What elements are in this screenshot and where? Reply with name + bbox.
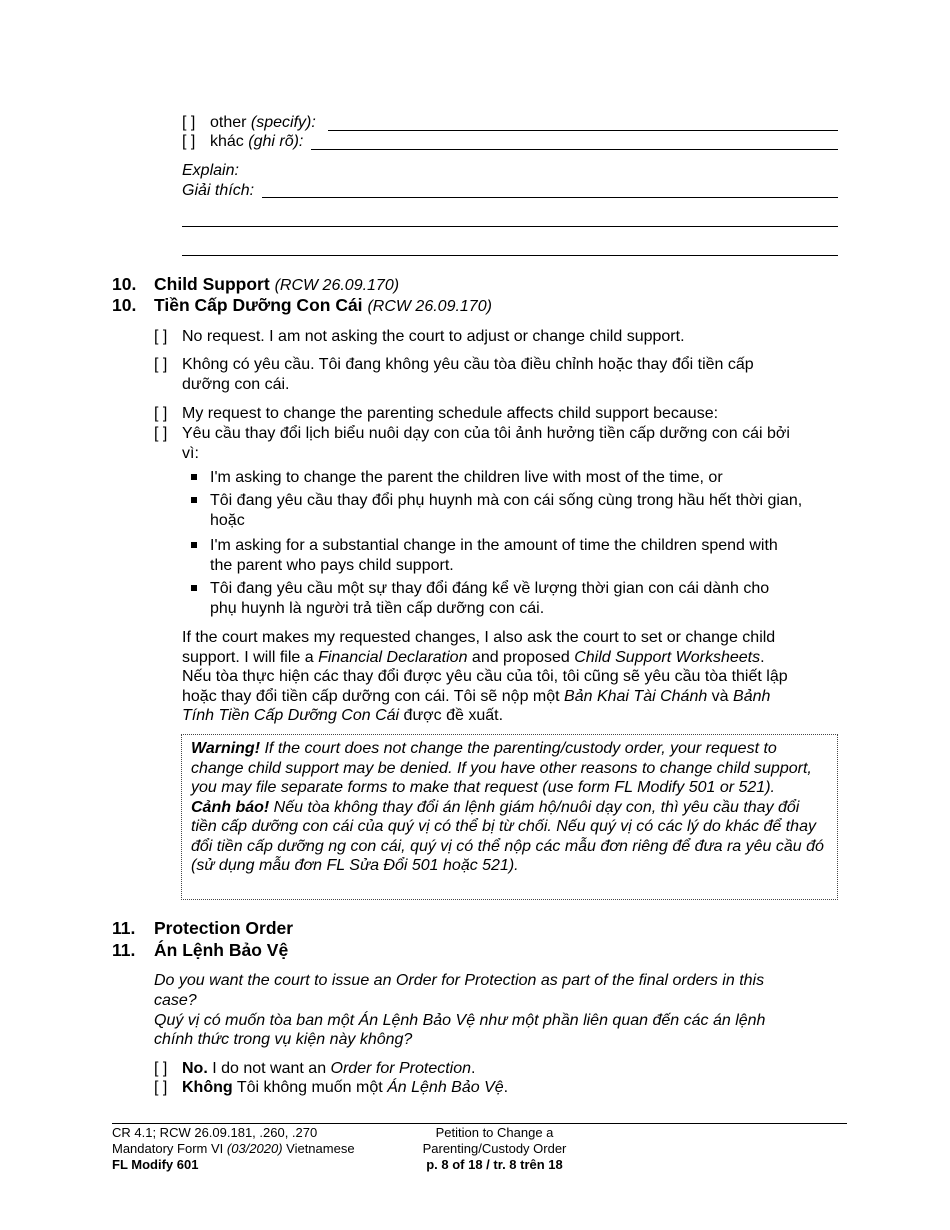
protection-question-vi-1: Quý vị có muốn tòa ban một Án Lệnh Bảo Vệ như một phần liên quan đến các án lệnh — [154, 1012, 766, 1029]
no-request-text: No request. I am not asking the court to adjust or change child support. — [182, 328, 685, 345]
bullet-item-4-cont: phụ huynh là người trả tiền cấp dưỡng con cái. — [210, 600, 545, 617]
footer-citation: CR 4.1; RCW 26.09.181, .260, .270 — [112, 1125, 318, 1140]
warning-en: Warning! If the court does not change the parenting/custody order, your request to change child support may be denied. If you have other reasons to change child support, you may file separate forms to make that request (use form FL Modify 501 or 521). — [191, 740, 812, 796]
affects-option-vi[interactable] — [154, 424, 790, 444]
rcw-citation: (RCW 26.09.170) — [367, 298, 492, 315]
checkbox[interactable]: [ ] — [182, 114, 196, 131]
bullet-icon — [191, 542, 197, 548]
khac-specify-line[interactable] — [311, 149, 838, 150]
checkbox[interactable]: [ ] — [154, 1060, 168, 1077]
bullet-item-3: I'm asking for a substantial change in the amount of time the children spend with — [210, 537, 778, 554]
explain-label-vi: Giải thích: — [182, 182, 255, 199]
section-10-title-en: Child Support (RCW 26.09.170) — [154, 274, 400, 294]
no-request-option-en[interactable] — [154, 327, 685, 347]
footer-form-version: Mandatory Form VI (03/2020) Vietnamese — [112, 1141, 355, 1156]
no-request-text-vi: Không có yêu cầu. Tôi đang không yêu cầu tòa điều chỉnh hoặc thay đổi tiền cấp — [182, 356, 754, 373]
request-paragraph-l5: Tính Tiền Cấp Dưỡng Con Cái được đề xuất. — [182, 707, 504, 724]
checkbox[interactable]: [ ] — [154, 1079, 168, 1096]
section-10-number-vi: 10. — [112, 295, 137, 315]
bullet-item-2: Tôi đang yêu cầu thay đổi phụ huynh mà con cái sống cùng trong hầu hết thời gian, — [210, 492, 803, 509]
explain-line-1[interactable] — [262, 197, 838, 198]
affects-text-vi: Yêu cầu thay đổi lịch biểu nuôi dạy con của tôi ảnh hưởng tiền cấp dưỡng con cái bởi — [182, 425, 790, 442]
no-protection-option-vi[interactable]: [ ] Không Tôi không muốn một Án Lệnh Bảo Vệ. — [154, 1079, 509, 1096]
request-paragraph-l2: support. I will file a Financial Declaration and proposed Child Support Worksheets. — [182, 649, 765, 666]
bullet-item-2-cont: hoặc — [210, 512, 245, 529]
affects-text-vi-cont: vì: — [182, 445, 199, 462]
other-label: other — [210, 114, 247, 131]
other-checkbox-row[interactable] — [182, 113, 316, 133]
footer-doc-title-2: Parenting/Custody Order — [422, 1141, 567, 1156]
financial-declaration-ref: Financial Declaration — [318, 649, 468, 666]
other-specify-line[interactable] — [328, 130, 838, 131]
section-11-title-vi: Án Lệnh Bảo Vệ — [154, 940, 289, 960]
checkbox[interactable]: [ ] — [182, 133, 196, 150]
bullet-icon — [191, 497, 197, 503]
checkbox[interactable]: [ ] — [154, 405, 168, 422]
explain-label-en: Explain: — [182, 162, 239, 179]
footer-doc-title-1: Petition to Change a — [435, 1125, 554, 1140]
footer-form-id: FL Modify 601 — [112, 1157, 199, 1172]
protection-question-vi-2: chính thức trong vụ kiện này không? — [154, 1031, 413, 1048]
no-request-text-vi-cont: dưỡng con cái. — [182, 376, 290, 393]
warning-label: Warning! — [191, 740, 261, 757]
protection-question-en-2: case? — [154, 992, 197, 1009]
no-request-option-vi[interactable] — [154, 355, 754, 375]
section-11-number-vi: 11. — [112, 940, 136, 960]
checkbox[interactable]: [ ] — [154, 328, 168, 345]
footer-divider — [112, 1123, 847, 1124]
section-11-number: 11. — [112, 918, 136, 938]
checkbox[interactable]: [ ] — [154, 425, 168, 442]
no-protection-option-en[interactable]: [ ] No. I do not want an Order for Protection. — [154, 1060, 476, 1077]
other-specify-label: (specify): — [250, 114, 316, 131]
bullet-item-4: Tôi đang yêu cầu một sự thay đổi đáng kể về lượng thời gian con cái dành cho — [210, 580, 770, 597]
section-10-number: 10. — [112, 274, 137, 294]
bullet-item-3-cont: the parent who pays child support. — [210, 557, 454, 574]
footer-left — [112, 1125, 355, 1173]
rcw-citation: (RCW 26.09.170) — [274, 277, 400, 294]
khac-checkbox-row[interactable] — [182, 132, 303, 152]
footer-page-number: p. 8 of 18 / tr. 8 trên 18 — [426, 1157, 563, 1172]
request-paragraph-l1: If the court makes my requested changes, I also ask the court to set or change child — [182, 629, 776, 646]
footer-center — [412, 1125, 577, 1173]
request-paragraph-l4: hoặc thay đổi tiền cấp dưỡng con cái. Tôi sẽ nộp một Bản Khai Tài Chánh và Bảnh — [182, 688, 771, 705]
child-support-worksheets-ref: Child Support Worksheets — [574, 649, 761, 666]
checkbox[interactable]: [ ] — [154, 356, 168, 373]
request-paragraph-l3: Nếu tòa thực hiện các thay đổi được yêu cầu của tôi, tôi cũng sẽ yêu cầu tòa thiết lập — [182, 668, 788, 685]
warning-label-vi: Cảnh báo! — [191, 798, 270, 816]
bullet-icon — [191, 585, 197, 591]
explain-line-3[interactable] — [182, 255, 838, 256]
protection-question-en-1: Do you want the court to issue an Order for Protection as part of the final orders in this — [154, 972, 765, 989]
khac-specify-label: (ghi rõ): — [248, 133, 304, 150]
khac-label: khác — [210, 133, 244, 150]
section-11-title-en: Protection Order — [154, 918, 294, 938]
affects-text: My request to change the parenting schedule affects child support because: — [182, 405, 719, 422]
bullet-item-1: I'm asking to change the parent the children live with most of the time, or — [210, 469, 723, 486]
bullet-icon — [191, 474, 197, 480]
explain-line-2[interactable] — [182, 226, 838, 227]
warning-vi: Cảnh báo! Nếu tòa không thay đổi án lệnh giám hộ/nuôi dạy con, thì yêu cầu thay đổi tiền cấp dưỡng con cái của quý vị có thể bị từ chối. Nếu quý vị có các lý do khác để thay đổi tiền cấp dưỡng ng con cái, quý vị có thể nộp các mẫu đơn riêng để đưa ra yêu cầu đó (sử dụng mẫu đơn FL Sửa Đổi 501 hoặc 521). — [191, 798, 824, 874]
affects-option-en[interactable] — [154, 404, 718, 424]
section-10-title-vi: Tiền Cấp Dưỡng Con Cái (RCW 26.09.170) — [154, 295, 492, 315]
warning-box — [181, 734, 838, 900]
